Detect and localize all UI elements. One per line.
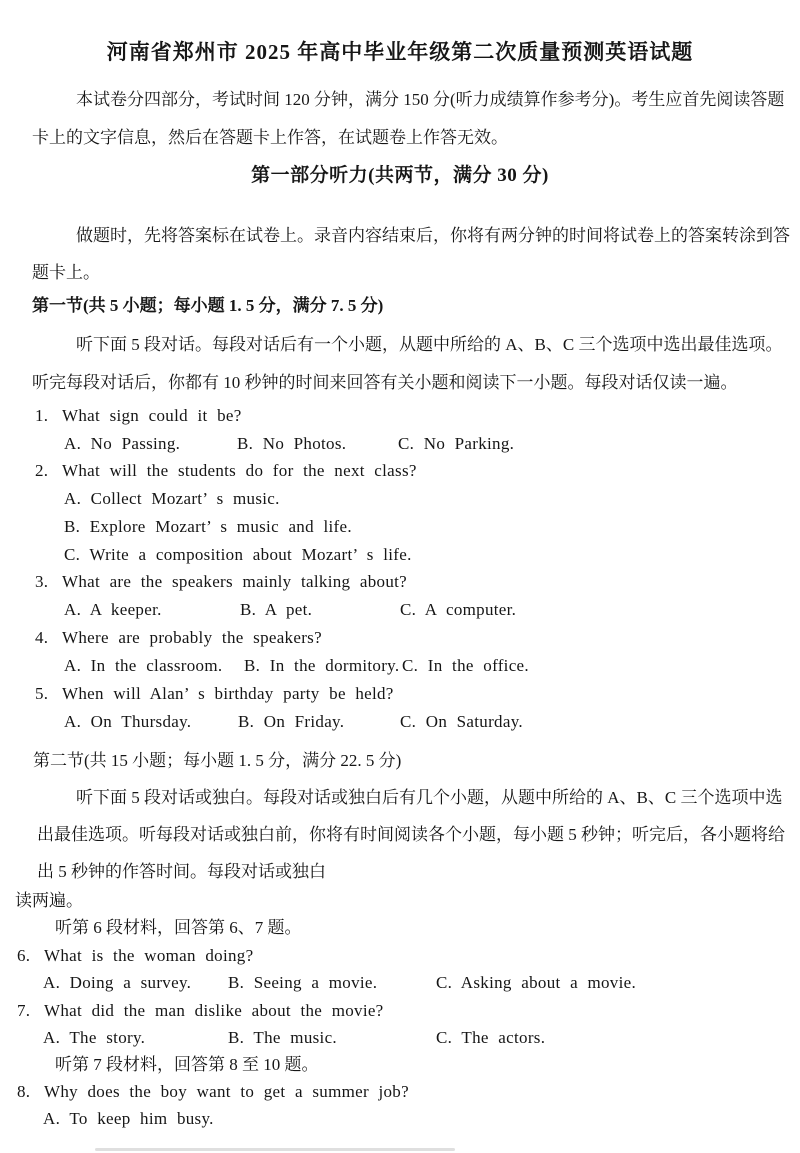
question-6-option-a: A. Doing a survey. xyxy=(43,973,192,992)
part1-note-line-2: 题卡上。 xyxy=(32,263,100,282)
question-8-option-a: A. To keep him busy. xyxy=(43,1109,214,1128)
part1-heading: 第一部分听力(共两节，满分 30 分) xyxy=(251,165,549,186)
section2-directions-line-3: 出 5 秒钟的作答时间。每段对话或独白 xyxy=(37,862,326,881)
question-3-option-a: A. A keeper. xyxy=(64,600,162,619)
question-2-option-b: B. Explore Mozart’ s music and life. xyxy=(64,517,352,536)
question-1-text: What sign could it be? xyxy=(62,406,242,425)
question-3-option-c: C. A computer. xyxy=(400,600,517,619)
question-8-number: 8. xyxy=(17,1082,31,1101)
question-5-option-c: C. On Saturday. xyxy=(400,712,523,731)
question-8 xyxy=(17,1082,409,1102)
question-7-text: What did the man dislike about the movie? xyxy=(44,1001,384,1020)
question-6 xyxy=(17,946,253,966)
question-7-option-c: C. The actors. xyxy=(436,1028,546,1047)
section1-directions-line-2: 听完每段对话后，你都有 10 秒钟的时间来回答有关小题和阅读下一小题。每段对话仅读一遍。 xyxy=(32,373,738,392)
question-8-text: Why does the boy want to get a summer job? xyxy=(44,1082,409,1101)
question-1 xyxy=(35,406,242,426)
section1-directions-line-1: 听下面 5 段对话。每段对话后有一个小题，从题中所给的 A、B、C 三个选项中选出最佳选项。 xyxy=(76,335,783,354)
question-4-number: 4. xyxy=(35,628,49,647)
preamble-line-1: 本试卷分四部分，考试时间 120 分钟，满分 150 分(听力成绩算作参考分)。考生应首先阅读答题 xyxy=(76,90,785,109)
question-5-number: 5. xyxy=(35,684,49,703)
question-4-option-b: B. In the dormitory. xyxy=(244,656,400,675)
question-2-number: 2. xyxy=(35,461,49,480)
question-7 xyxy=(17,1001,384,1021)
question-6-number: 6. xyxy=(17,946,31,965)
question-1-option-a: A. No Passing. xyxy=(64,434,181,453)
question-6-text: What is the woman doing? xyxy=(44,946,254,965)
question-1-option-c: C. No Parking. xyxy=(398,434,515,453)
preamble-line-2: 卡上的文字信息，然后在答题卡上作答，在试题卷上作答无效。 xyxy=(32,128,508,147)
question-4-option-c: C. In the office. xyxy=(402,656,529,675)
question-5-text: When will Alan’ s birthday party be held? xyxy=(62,684,394,703)
section2-directions-line-2: 出最佳选项。听每段对话或独白前，你将有时间阅读各个小题，每小题 5 秒钟；听完后，各小题将给 xyxy=(37,825,785,844)
question-5 xyxy=(35,684,394,704)
question-7-option-a: A. The story. xyxy=(43,1028,146,1047)
question-3-text: What are the speakers mainly talking about? xyxy=(62,572,408,591)
question-1-number: 1. xyxy=(35,406,49,425)
question-3-number: 3. xyxy=(35,572,49,591)
question-2 xyxy=(35,461,417,481)
question-3 xyxy=(35,572,407,592)
question-6-option-c: C. Asking about a movie. xyxy=(436,973,637,992)
question-3-option-b: B. A pet. xyxy=(240,600,313,619)
question-5-option-a: A. On Thursday. xyxy=(64,712,192,731)
part1-note-line-1: 做题时，先将答案标在试卷上。录音内容结束后，你将有两分钟的时间将试卷上的答案转涂到答 xyxy=(76,226,790,245)
section2-heading: 第二节(共 15 小题；每小题 1. 5 分，满分 22. 5 分) xyxy=(33,751,402,770)
question-2-text: What will the students do for the next class? xyxy=(62,461,417,480)
question-1-option-b: B. No Photos. xyxy=(237,434,347,453)
question-4 xyxy=(35,628,322,648)
question-2-option-a: A. Collect Mozart’ s music. xyxy=(64,489,280,508)
question-4-option-a: A. In the classroom. xyxy=(64,656,223,675)
page-title: 河南省郑州市 2025 年高中毕业年级第二次质量预测英语试题 xyxy=(106,40,694,64)
section2-directions-line-1: 听下面 5 段对话或独白。每段对话或独白后有几个小题，从题中所给的 A、B、C 三个选项中选 xyxy=(76,788,783,807)
question-7-option-b: B. The music. xyxy=(228,1028,337,1047)
question-6-option-b: B. Seeing a movie. xyxy=(228,973,378,992)
question-7-number: 7. xyxy=(17,1001,31,1020)
section1-heading: 第一节(共 5 小题；每小题 1. 5 分，满分 7. 5 分) xyxy=(32,296,384,315)
material-6-note: 听第 6 段材料，回答第 6、7 题。 xyxy=(55,918,302,937)
question-5-option-b: B. On Friday. xyxy=(238,712,345,731)
question-4-text: Where are probably the speakers? xyxy=(62,628,322,647)
scan-artifact xyxy=(95,1148,455,1151)
section2-directions-line-4: 读两遍。 xyxy=(15,891,83,910)
question-2-option-c: C. Write a composition about Mozart’ s life. xyxy=(64,545,412,564)
material-7-note: 听第 7 段材料，回答第 8 至 10 题。 xyxy=(55,1055,319,1074)
